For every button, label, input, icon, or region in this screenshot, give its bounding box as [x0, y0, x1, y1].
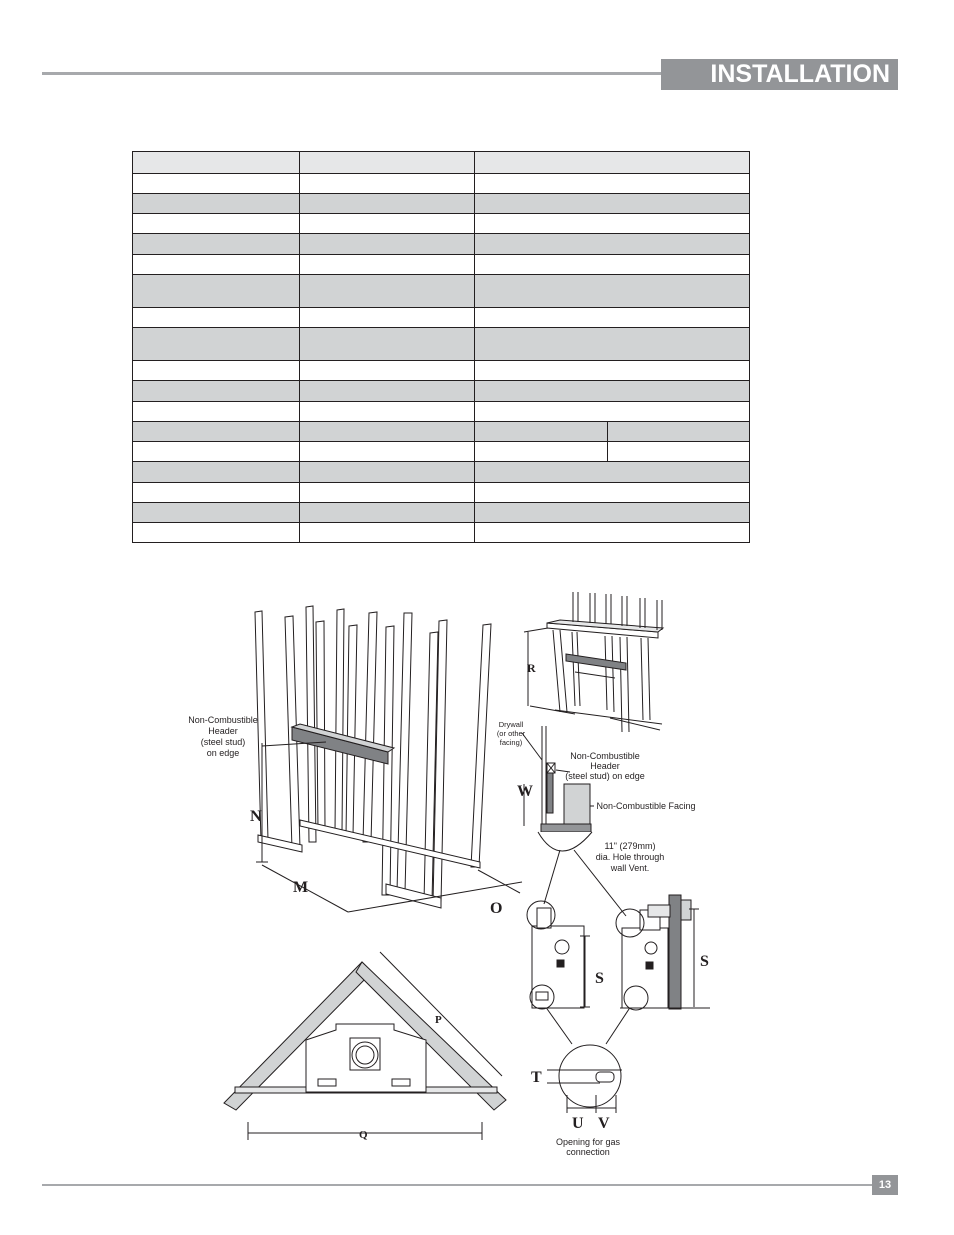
header-framing-illustration	[524, 592, 663, 732]
label-t: T	[531, 1069, 542, 1086]
corner-top-view	[224, 952, 506, 1140]
label-w: W	[517, 783, 533, 800]
callout-header2-2: Header	[590, 761, 620, 771]
callout-header2-3: (steel stud) on edge	[565, 771, 645, 781]
label-p: P	[435, 1014, 442, 1026]
label-s-front: S	[595, 970, 604, 987]
callout-header-1: Non-Combustible	[188, 715, 258, 725]
fireplace-front-illustration	[527, 901, 590, 1009]
section-title: INSTALLATION	[661, 59, 898, 90]
label-m: M	[293, 879, 309, 896]
callout-drywall-3: facing)	[499, 738, 523, 747]
label-u: U	[572, 1115, 584, 1132]
label-v: V	[598, 1115, 610, 1132]
label-r: R	[527, 661, 536, 675]
callout-drywall-2: (or other	[496, 729, 526, 738]
callout-header-2: Header	[208, 726, 238, 736]
callout-hole-1: 11" (279mm)	[604, 841, 656, 851]
callout-gas-2: connection	[566, 1147, 610, 1157]
fireplace-side-illustration	[616, 895, 710, 1010]
corner-framing-illustration	[255, 606, 522, 912]
callout-header-3: (steel stud)	[200, 737, 246, 747]
page-number: 13	[872, 1175, 898, 1195]
footer-rule	[42, 1184, 872, 1186]
callout-hole-3: wall Vent.	[610, 863, 650, 873]
label-s-side: S	[700, 953, 709, 970]
label-q: Q	[359, 1129, 368, 1141]
callout-header-4: on edge	[206, 748, 240, 758]
callout-header2-1: Non-Combustible	[570, 751, 640, 761]
gas-opening-detail	[547, 1045, 622, 1113]
callout-gas-1: Opening for gas	[555, 1137, 621, 1147]
label-o: O	[490, 900, 503, 917]
label-n: N	[250, 808, 262, 825]
callout-hole-2: dia. Hole through	[595, 852, 665, 862]
callout-drywall-1: Drywall	[498, 720, 524, 729]
callout-facing: Non-Combustible Facing	[596, 801, 696, 811]
